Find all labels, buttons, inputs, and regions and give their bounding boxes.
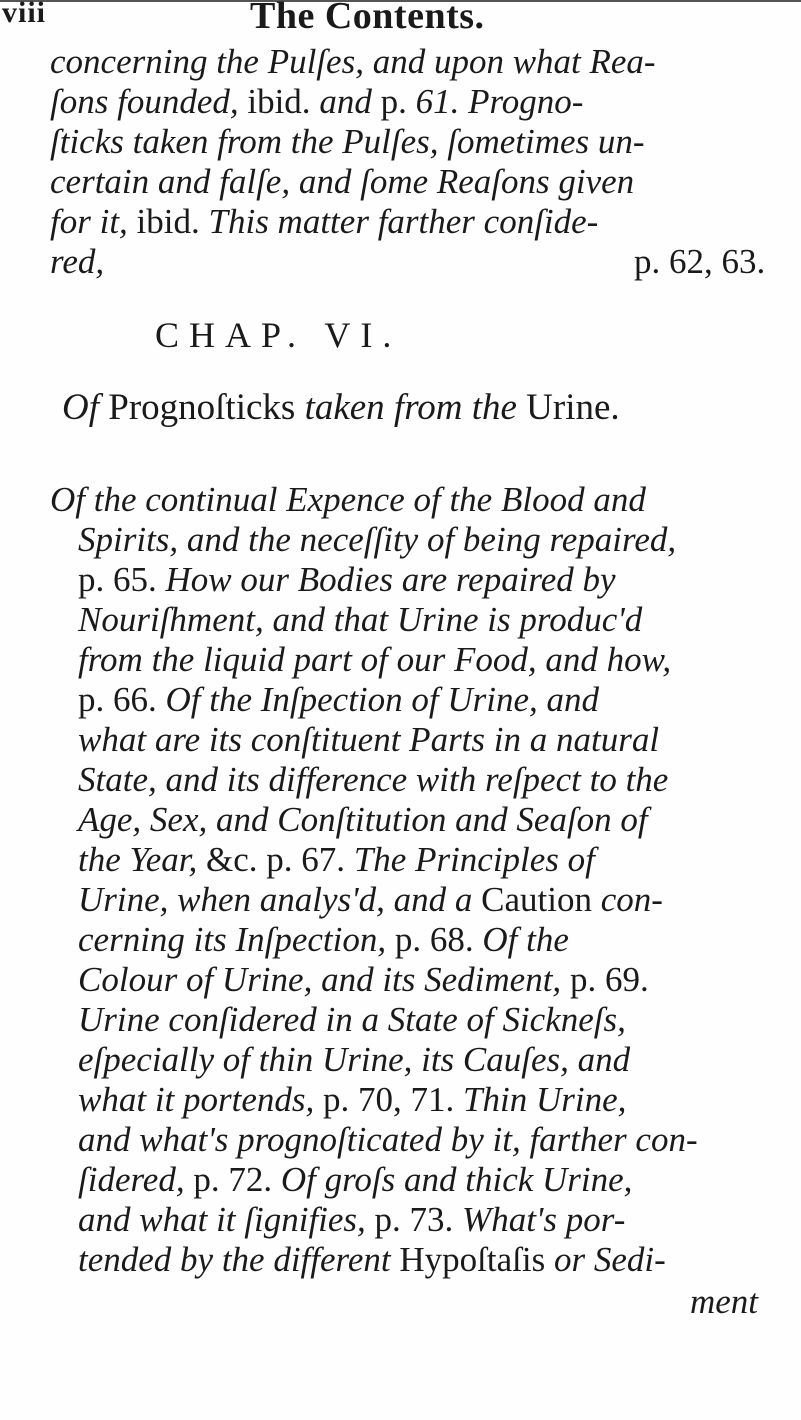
text-line: tended by the different Hypoſtaſis or Sedi- [78,1240,666,1279]
text-line: certain and falſe, and ſome Reaſons given [50,162,635,201]
chapter-subheading: Of Prognoſticks taken from the Urine. [62,387,620,428]
text-line: Spirits, and the neceſſity of being repaired, [78,520,677,559]
running-head: The Contents. [250,0,485,37]
catchword: ment [690,1282,759,1321]
text-line: and what it ſignifies, p. 73. What's por- [78,1200,626,1239]
text-line: from the liquid part of our Food, and how, [78,640,672,679]
text-line: Age, Sex, and Conſtitution and Seaſon of [78,800,648,839]
text-line: for it, ibid. This matter farther conſide- [50,202,599,241]
text-line: ſidered, p. 72. Of groſs and thick Urine, [78,1160,633,1199]
text-line: what it portends, p. 70, 71. Thin Urine, [78,1080,627,1119]
page-number: viii [2,0,47,29]
chapter-heading: CHAP. VI. [155,315,402,355]
text-line: concerning the Pulſes, and upon what Rea- [50,42,656,81]
text-line: the Year, &c. p. 67. The Principles of [78,840,595,879]
text-line: Urine, when analys'd, and a Caution con- [78,880,663,919]
text-line: and what's prognoſticated by it, farther con- [78,1120,698,1159]
text-line: Colour of Urine, and its Sediment, p. 69. [78,960,649,999]
text-line: Nouriſhment, and that Urine is produc'd [78,600,643,639]
text-line: eſpecially of thin Urine, its Cauſes, and [78,1040,631,1079]
text-line: Urine conſidered in a State of Sickneſs, [78,1000,626,1039]
text-line: what are its conſtituent Parts in a natural [78,720,660,759]
text-line: State, and its difference with reſpect to the [78,760,669,799]
text-line: p. 65. How our Bodies are repaired by [78,560,616,599]
text-line: Of the continual Expence of the Blood and [50,480,646,519]
text-line: ſons founded, ibid. and p. 61. Progno- [50,82,584,121]
text-line: red, p. 62, 63. [50,242,766,281]
text-line: p. 66. Of the Inſpection of Urine, and [78,680,600,719]
text-line: ſticks taken from the Pulſes, ſometimes un- [50,122,645,161]
text-line: cerning its Inſpection, p. 68. Of the [78,920,569,959]
